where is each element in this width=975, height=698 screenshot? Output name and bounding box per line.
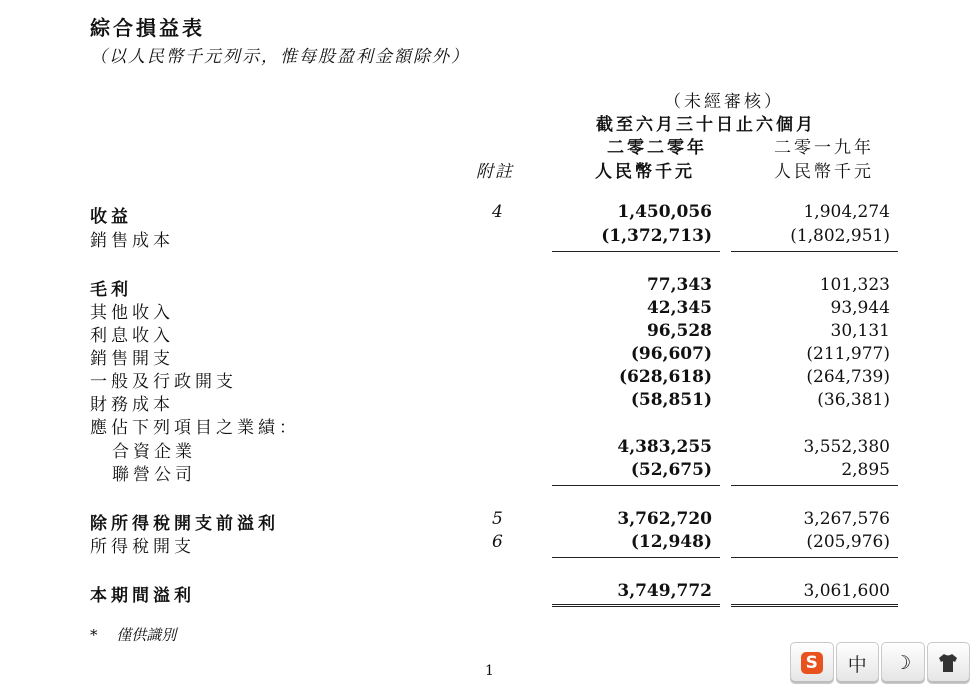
row-label: 合資企業 [112,442,196,462]
subtotal-rule [731,251,898,252]
subtotal-rule [552,485,720,486]
punctuation-mode-button[interactable] [881,642,925,684]
table-row [0,321,975,346]
row-label: 收益 [90,207,132,227]
value-2019: 2,895 [841,460,890,480]
value-2020: (52,675) [630,460,712,480]
value-2020: (96,607) [630,344,712,364]
row-label: 聯營公司 [112,465,196,485]
table-row [0,532,975,557]
value-2020: 3,749,772 [617,581,712,601]
table-row [0,581,975,606]
subtotal-rule [552,251,720,252]
year-2020-header: 二零二零年 [607,138,707,158]
value-2020: 42,345 [646,298,712,318]
statement-title: 綜合損益表 [90,16,205,40]
value-2020: 77,343 [646,275,712,295]
row-note: 4 [492,202,503,222]
value-2020: 1,450,056 [617,202,712,222]
row-note: 6 [492,532,503,552]
row-label: 一般及行政開支 [90,372,237,392]
row-label: 銷售成本 [90,231,174,251]
row-label: 其他收入 [90,303,174,323]
notes-header: 附註 [476,162,514,182]
chinese-mode-icon: 中 [847,653,867,676]
table-row [0,275,975,300]
table-row [0,460,975,485]
value-2020: 4,383,255 [617,437,712,457]
shirt-icon [937,652,959,674]
value-2020: (1,372,713) [601,226,712,246]
value-2019: 3,267,576 [803,509,890,529]
table-row [0,367,975,392]
value-2019: 101,323 [819,275,890,295]
value-2019: (1,802,951) [790,226,890,246]
value-2020: (628,618) [619,367,712,387]
statement-subtitle: （以人民幣千元列示，惟每股盈利金額除外） [90,47,470,67]
unaudited-header: （未經審核） [664,92,784,112]
footnote-text: 僅供識別 [116,626,177,644]
value-2019: 1,904,274 [803,202,890,222]
language-toggle-button[interactable] [836,642,880,684]
row-label: 除所得稅開支前溢利 [90,514,279,534]
ime-logo-button[interactable] [790,642,834,684]
value-2020: 3,762,720 [617,509,712,529]
sogou-logo-icon: S [801,652,823,674]
ime-toolbar [790,642,970,686]
row-label: 本期間溢利 [90,586,195,606]
skin-button[interactable] [927,642,971,684]
value-2019: (211,977) [806,344,890,364]
table-row [0,509,975,534]
value-2019: 3,552,380 [803,437,890,457]
value-2019: 30,131 [830,321,890,341]
currency-2019-header: 人民幣千元 [774,162,874,182]
table-row [0,437,975,462]
row-label: 毛利 [90,280,132,300]
page-number: 1 [485,663,494,679]
value-2019: 3,061,600 [803,581,890,601]
year-2019-header: 二零一九年 [774,138,874,158]
total-double-rule [731,604,898,607]
value-2019: (264,739) [806,367,890,387]
table-row [0,202,975,227]
row-label: 利息收入 [90,326,174,346]
table-row [0,298,975,323]
value-2019: (36,381) [817,390,890,410]
footnote-mark: * [90,626,98,644]
subtotal-rule [552,557,720,558]
footnote [90,624,176,645]
moon-icon: ☽ [894,652,912,674]
value-2019: (205,976) [806,532,890,552]
subtotal-rule [731,485,898,486]
value-2020: 96,528 [646,321,712,341]
subtotal-rule [731,557,898,558]
value-2019: 93,944 [830,298,890,318]
row-label: 應佔下列項目之業績： [90,418,300,438]
row-label: 銷售開支 [90,349,174,369]
row-note: 5 [492,509,503,529]
row-label: 所得稅開支 [90,537,195,557]
currency-2020-header: 人民幣千元 [595,162,695,182]
table-row [0,226,975,251]
table-row [0,344,975,369]
row-label: 財務成本 [90,395,174,415]
table-row [0,413,975,438]
value-2020: (58,851) [630,390,712,410]
table-row [0,390,975,415]
value-2020: (12,948) [630,532,712,552]
total-double-rule [552,604,720,607]
period-header: 截至六月三十日止六個月 [596,115,816,135]
